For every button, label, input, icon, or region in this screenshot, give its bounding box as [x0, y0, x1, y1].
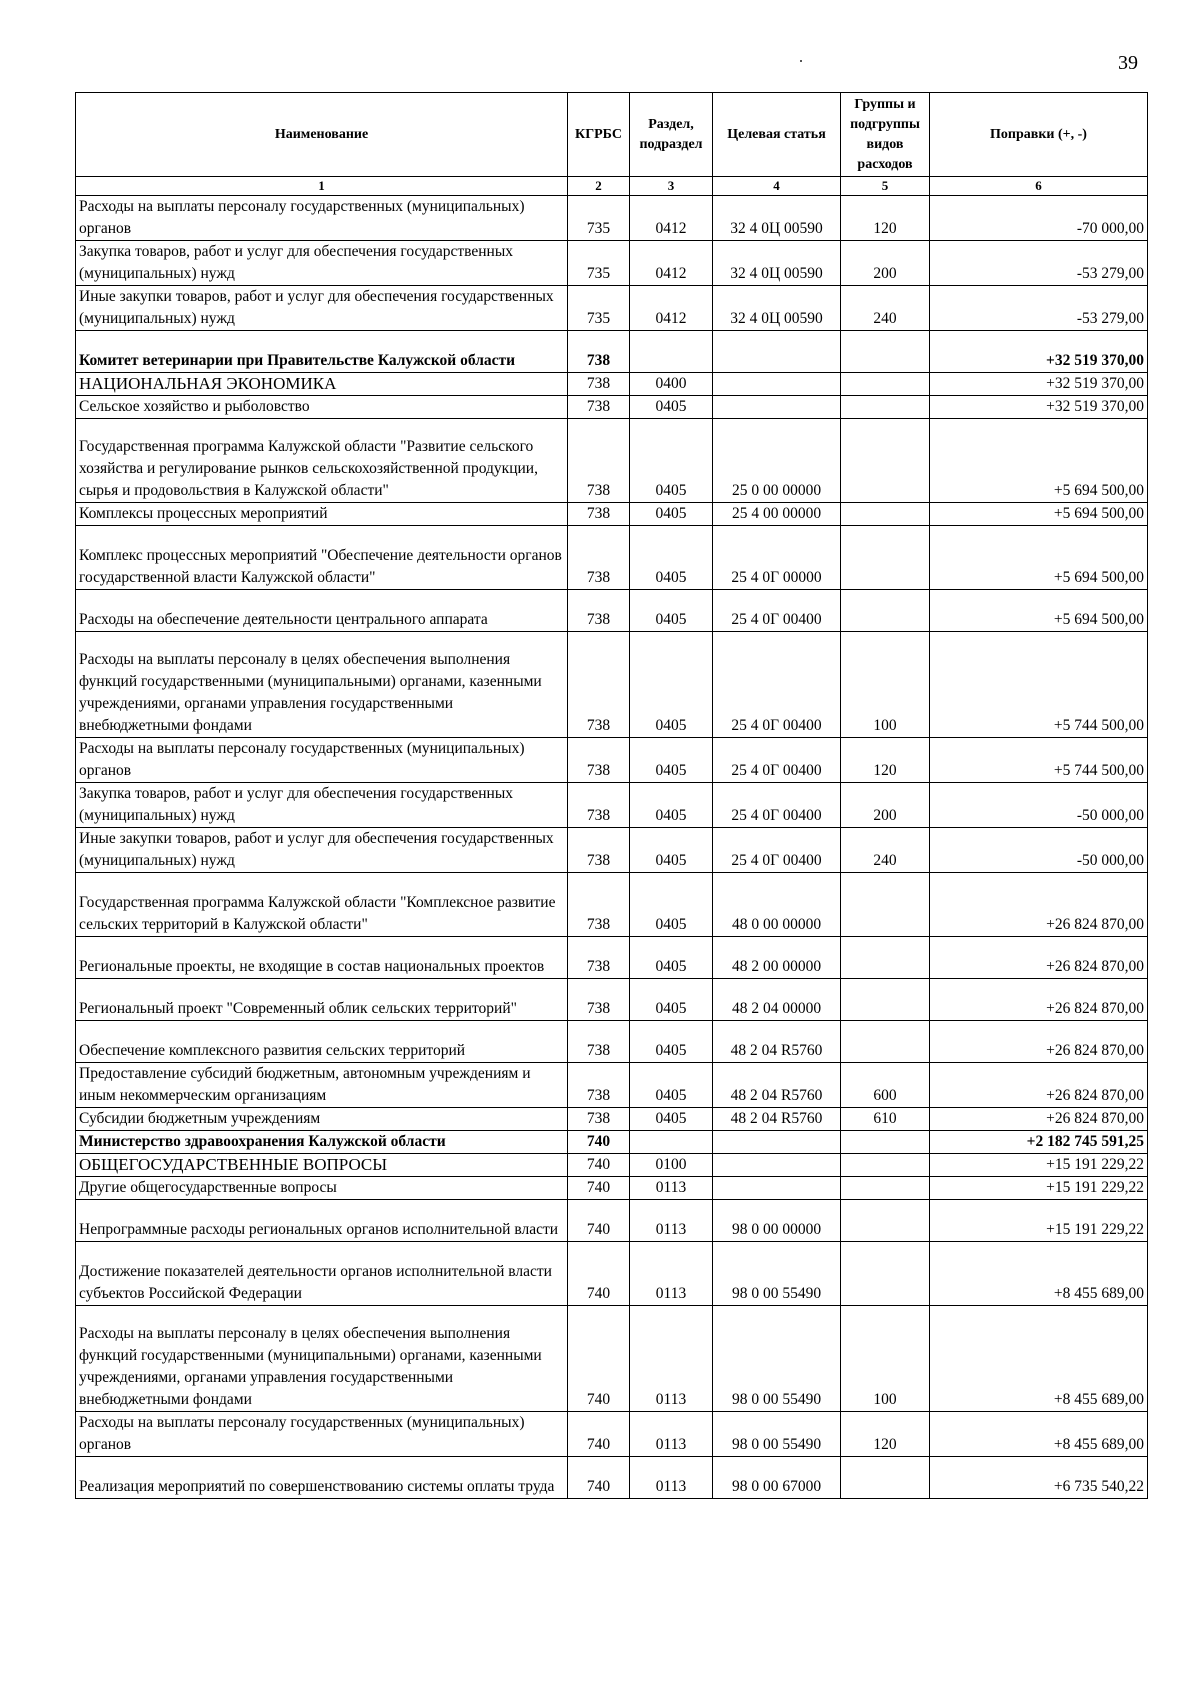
header-num: 2: [568, 177, 630, 196]
cell-section: 0405: [630, 503, 713, 526]
cell-amendment: +15 191 229,22: [930, 1177, 1148, 1200]
cell-amendment: -70 000,00: [930, 196, 1148, 241]
table-row: [76, 738, 1148, 783]
cell-section: 0405: [630, 419, 713, 503]
table-row: [76, 286, 1148, 331]
cell-expense-group: 240: [841, 828, 930, 873]
cell-kgrbs: 740: [568, 1457, 630, 1499]
cell-section: 0113: [630, 1457, 713, 1499]
cell-kgrbs: 738: [568, 979, 630, 1021]
cell-amendment: +32 519 370,00: [930, 331, 1148, 373]
cell-section: 0113: [630, 1306, 713, 1412]
table-row: [76, 1063, 1148, 1108]
cell-target-article: 48 2 04 00000: [713, 979, 841, 1021]
table-row: [76, 1021, 1148, 1063]
cell-amendment: +5 694 500,00: [930, 526, 1148, 590]
cell-name: ОБЩЕГОСУДАРСТВЕННЫЕ ВОПРОСЫ: [76, 1154, 568, 1177]
table-row: [76, 503, 1148, 526]
header-num: 3: [630, 177, 713, 196]
cell-amendment: +5 744 500,00: [930, 632, 1148, 738]
cell-target-article: [713, 1154, 841, 1177]
cell-section: 0113: [630, 1200, 713, 1242]
cell-expense-group: [841, 396, 930, 419]
cell-kgrbs: 735: [568, 196, 630, 241]
cell-kgrbs: 740: [568, 1200, 630, 1242]
cell-section: 0113: [630, 1412, 713, 1457]
cell-amendment: +26 824 870,00: [930, 873, 1148, 937]
table-row: [76, 526, 1148, 590]
cell-expense-group: [841, 1131, 930, 1154]
cell-target-article: 25 4 0Г 00400: [713, 590, 841, 632]
cell-section: 0405: [630, 828, 713, 873]
cell-section: 0412: [630, 241, 713, 286]
cell-expense-group: 600: [841, 1063, 930, 1108]
cell-expense-group: [841, 1242, 930, 1306]
cell-target-article: 32 4 0Ц 00590: [713, 241, 841, 286]
cell-section: 0100: [630, 1154, 713, 1177]
table-row: [76, 1200, 1148, 1242]
cell-target-article: 98 0 00 55490: [713, 1412, 841, 1457]
cell-amendment: +5 694 500,00: [930, 590, 1148, 632]
cell-expense-group: 610: [841, 1108, 930, 1131]
cell-expense-group: 120: [841, 1412, 930, 1457]
table-row: [76, 1177, 1148, 1200]
cell-section: 0412: [630, 286, 713, 331]
cell-name: Обеспечение комплексного развития сельских территорий: [76, 1021, 568, 1063]
table-row: [76, 1154, 1148, 1177]
cell-amendment: +5 694 500,00: [930, 419, 1148, 503]
table-row: [76, 1242, 1148, 1306]
cell-name: Комплексы процессных мероприятий: [76, 503, 568, 526]
cell-section: 0405: [630, 937, 713, 979]
cell-section: 0405: [630, 979, 713, 1021]
cell-name: Другие общегосударственные вопросы: [76, 1177, 568, 1200]
cell-name: Сельское хозяйство и рыболовство: [76, 396, 568, 419]
cell-amendment: +2 182 745 591,25: [930, 1131, 1148, 1154]
cell-target-article: 25 4 0Г 00400: [713, 828, 841, 873]
cell-name: Расходы на выплаты персоналу государственных (муниципальных) органов: [76, 196, 568, 241]
cell-target-article: 48 0 00 00000: [713, 873, 841, 937]
cell-name: Достижение показателей деятельности органов исполнительной власти субъектов Российской Федерации: [76, 1242, 568, 1306]
cell-amendment: +8 455 689,00: [930, 1242, 1148, 1306]
cell-kgrbs: 738: [568, 1021, 630, 1063]
table-row: [76, 419, 1148, 503]
table-body: [76, 196, 1148, 1499]
cell-amendment: +5 744 500,00: [930, 738, 1148, 783]
cell-expense-group: [841, 1021, 930, 1063]
cell-target-article: 98 0 00 55490: [713, 1306, 841, 1412]
budget-amendments-table: [75, 92, 1148, 1499]
cell-name: Непрограммные расходы региональных органов исполнительной власти: [76, 1200, 568, 1242]
cell-target-article: 48 2 00 00000: [713, 937, 841, 979]
cell-expense-group: 240: [841, 286, 930, 331]
cell-section: 0405: [630, 526, 713, 590]
cell-name: Закупка товаров, работ и услуг для обеспечения государственных (муниципальных) нужд: [76, 241, 568, 286]
cell-amendment: +32 519 370,00: [930, 396, 1148, 419]
cell-name: Иные закупки товаров, работ и услуг для обеспечения государственных (муниципальных) нужд: [76, 286, 568, 331]
cell-section: 0405: [630, 783, 713, 828]
cell-expense-group: [841, 1154, 930, 1177]
table-row: [76, 632, 1148, 738]
header-section: Раздел, подраздел: [630, 93, 713, 177]
cell-kgrbs: 738: [568, 590, 630, 632]
cell-name: Комитет ветеринарии при Правительстве Калужской области: [76, 331, 568, 373]
header-kgrbs: КГРБС: [568, 93, 630, 177]
cell-target-article: 25 4 0Г 00400: [713, 738, 841, 783]
cell-expense-group: [841, 1177, 930, 1200]
cell-target-article: 98 0 00 67000: [713, 1457, 841, 1499]
cell-name: Расходы на выплаты персоналу государственных (муниципальных) органов: [76, 738, 568, 783]
cell-target-article: [713, 373, 841, 396]
cell-expense-group: [841, 1200, 930, 1242]
cell-amendment: +26 824 870,00: [930, 937, 1148, 979]
cell-name: НАЦИОНАЛЬНАЯ ЭКОНОМИКА: [76, 373, 568, 396]
cell-amendment: +26 824 870,00: [930, 1063, 1148, 1108]
header-num: 5: [841, 177, 930, 196]
cell-name: Иные закупки товаров, работ и услуг для обеспечения государственных (муниципальных) нужд: [76, 828, 568, 873]
cell-section: 0412: [630, 196, 713, 241]
header-name: Наименование: [76, 93, 568, 177]
cell-target-article: 32 4 0Ц 00590: [713, 286, 841, 331]
cell-kgrbs: 738: [568, 738, 630, 783]
table-row: [76, 1108, 1148, 1131]
cell-target-article: 48 2 04 R5760: [713, 1063, 841, 1108]
cell-amendment: -50 000,00: [930, 828, 1148, 873]
cell-section: 0113: [630, 1242, 713, 1306]
cell-name: Комплекс процессных мероприятий "Обеспечение деятельности органов государственной власти Калужской области": [76, 526, 568, 590]
cell-kgrbs: 738: [568, 331, 630, 373]
cell-amendment: +15 191 229,22: [930, 1154, 1148, 1177]
cell-kgrbs: 738: [568, 783, 630, 828]
table-row: [76, 937, 1148, 979]
cell-section: 0113: [630, 1177, 713, 1200]
cell-target-article: 25 4 00 00000: [713, 503, 841, 526]
cell-target-article: [713, 1177, 841, 1200]
cell-kgrbs: 738: [568, 1063, 630, 1108]
cell-name: Региональные проекты, не входящие в состав национальных проектов: [76, 937, 568, 979]
cell-target-article: 25 0 00 00000: [713, 419, 841, 503]
cell-kgrbs: 740: [568, 1242, 630, 1306]
cell-amendment: -53 279,00: [930, 286, 1148, 331]
table-row: [76, 1306, 1148, 1412]
cell-expense-group: 100: [841, 632, 930, 738]
table-row: [76, 331, 1148, 373]
cell-section: 0405: [630, 396, 713, 419]
cell-name: Расходы на выплаты персоналу в целях обеспечения выполнения функций государственными (муниципальными) органами, казенными учреждениями, органами управления государственными внебюджетными фондами: [76, 1306, 568, 1412]
cell-kgrbs: 738: [568, 632, 630, 738]
cell-target-article: 32 4 0Ц 00590: [713, 196, 841, 241]
cell-kgrbs: 738: [568, 828, 630, 873]
table-row: [76, 396, 1148, 419]
cell-expense-group: [841, 526, 930, 590]
cell-target-article: [713, 396, 841, 419]
cell-expense-group: 100: [841, 1306, 930, 1412]
table-row: [76, 1131, 1148, 1154]
cell-expense-group: [841, 1457, 930, 1499]
table-row: [76, 828, 1148, 873]
cell-section: 0405: [630, 590, 713, 632]
header-num: 4: [713, 177, 841, 196]
cell-kgrbs: 740: [568, 1131, 630, 1154]
cell-target-article: [713, 331, 841, 373]
cell-name: Закупка товаров, работ и услуг для обеспечения государственных (муниципальных) нужд: [76, 783, 568, 828]
cell-expense-group: [841, 979, 930, 1021]
cell-expense-group: 200: [841, 783, 930, 828]
cell-kgrbs: 738: [568, 1108, 630, 1131]
header-expense-groups: Группы и подгруппы видов расходов: [841, 93, 930, 177]
cell-kgrbs: 738: [568, 419, 630, 503]
cell-amendment: +26 824 870,00: [930, 1108, 1148, 1131]
cell-amendment: -50 000,00: [930, 783, 1148, 828]
cell-kgrbs: 738: [568, 503, 630, 526]
cell-amendment: +26 824 870,00: [930, 1021, 1148, 1063]
cell-kgrbs: 735: [568, 286, 630, 331]
cell-kgrbs: 740: [568, 1177, 630, 1200]
header-target-article: Целевая статья: [713, 93, 841, 177]
cell-name: Расходы на обеспечение деятельности центрального аппарата: [76, 590, 568, 632]
cell-section: [630, 1131, 713, 1154]
cell-section: 0405: [630, 632, 713, 738]
cell-name: Министерство здравоохранения Калужской области: [76, 1131, 568, 1154]
cell-kgrbs: 740: [568, 1306, 630, 1412]
cell-kgrbs: 738: [568, 526, 630, 590]
cell-target-article: 25 4 0Г 00000: [713, 526, 841, 590]
cell-expense-group: [841, 503, 930, 526]
cell-kgrbs: 738: [568, 937, 630, 979]
cell-amendment: +5 694 500,00: [930, 503, 1148, 526]
cell-expense-group: [841, 331, 930, 373]
cell-amendment: -53 279,00: [930, 241, 1148, 286]
cell-section: 0405: [630, 1021, 713, 1063]
cell-kgrbs: 738: [568, 873, 630, 937]
cell-section: 0405: [630, 1108, 713, 1131]
cell-section: 0405: [630, 738, 713, 783]
cell-name: Государственная программа Калужской области "Комплексное развитие сельских территорий в Калужской области": [76, 873, 568, 937]
page-number: 39: [1118, 52, 1138, 74]
table-row: [76, 373, 1148, 396]
table-row: [76, 196, 1148, 241]
table-row: [76, 783, 1148, 828]
cell-amendment: +15 191 229,22: [930, 1200, 1148, 1242]
cell-kgrbs: 738: [568, 373, 630, 396]
cell-expense-group: [841, 873, 930, 937]
cell-target-article: 98 0 00 55490: [713, 1242, 841, 1306]
cell-amendment: +6 735 540,22: [930, 1457, 1148, 1499]
table-row: [76, 241, 1148, 286]
table-row: [76, 1412, 1148, 1457]
cell-name: Региональный проект "Современный облик сельских территорий": [76, 979, 568, 1021]
scan-speck: [800, 60, 802, 62]
cell-name: Государственная программа Калужской области "Развитие сельского хозяйства и регулирование рынков сельскохозяйственной продукции, сырья и продовольствия в Калужской области": [76, 419, 568, 503]
cell-kgrbs: 740: [568, 1154, 630, 1177]
cell-amendment: +26 824 870,00: [930, 979, 1148, 1021]
table-row: [76, 590, 1148, 632]
cell-target-article: [713, 1131, 841, 1154]
header-num: 6: [930, 177, 1148, 196]
cell-name: Предоставление субсидий бюджетным, автономным учреждениям и иным некоммерческим организациям: [76, 1063, 568, 1108]
cell-expense-group: 120: [841, 196, 930, 241]
cell-section: [630, 331, 713, 373]
header-amendments: Поправки (+, -): [930, 93, 1148, 177]
cell-amendment: +8 455 689,00: [930, 1306, 1148, 1412]
cell-section: 0400: [630, 373, 713, 396]
cell-expense-group: [841, 937, 930, 979]
cell-amendment: +32 519 370,00: [930, 373, 1148, 396]
cell-expense-group: 200: [841, 241, 930, 286]
header-num: 1: [76, 177, 568, 196]
cell-section: 0405: [630, 1063, 713, 1108]
cell-section: 0405: [630, 873, 713, 937]
table-row: [76, 873, 1148, 937]
table-row: [76, 1457, 1148, 1499]
cell-kgrbs: 740: [568, 1412, 630, 1457]
cell-expense-group: [841, 419, 930, 503]
cell-target-article: 25 4 0Г 00400: [713, 632, 841, 738]
cell-name: Субсидии бюджетным учреждениям: [76, 1108, 568, 1131]
cell-name: Расходы на выплаты персоналу государственных (муниципальных) органов: [76, 1412, 568, 1457]
cell-name: Реализация мероприятий по совершенствованию системы оплаты труда: [76, 1457, 568, 1499]
cell-target-article: 48 2 04 R5760: [713, 1108, 841, 1131]
cell-kgrbs: 735: [568, 241, 630, 286]
cell-name: Расходы на выплаты персоналу в целях обеспечения выполнения функций государственными (муниципальными) органами, казенными учреждениями, органами управления государственными внебюджетными фондами: [76, 632, 568, 738]
cell-target-article: 98 0 00 00000: [713, 1200, 841, 1242]
table-row: [76, 979, 1148, 1021]
cell-expense-group: [841, 590, 930, 632]
cell-target-article: 25 4 0Г 00400: [713, 783, 841, 828]
cell-expense-group: 120: [841, 738, 930, 783]
cell-target-article: 48 2 04 R5760: [713, 1021, 841, 1063]
cell-amendment: +8 455 689,00: [930, 1412, 1148, 1457]
cell-expense-group: [841, 373, 930, 396]
cell-kgrbs: 738: [568, 396, 630, 419]
